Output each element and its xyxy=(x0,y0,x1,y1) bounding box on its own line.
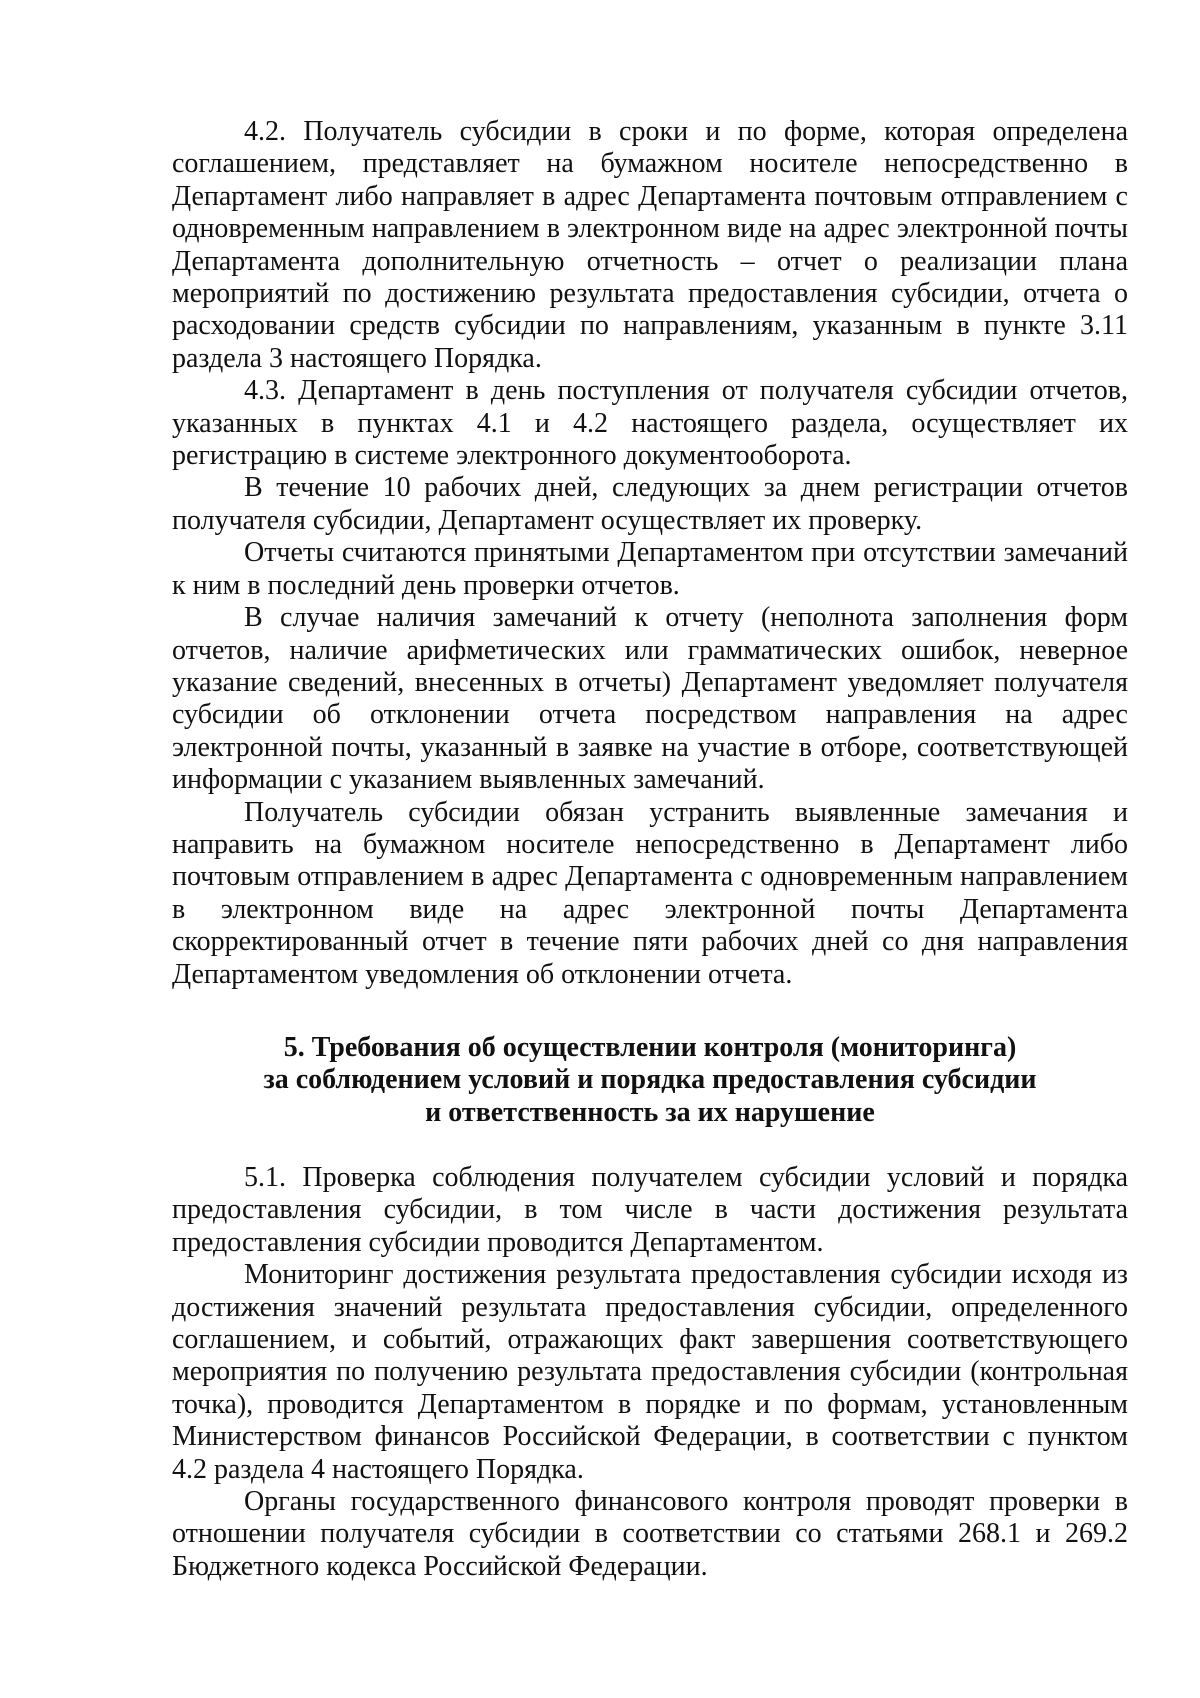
section-4-text xyxy=(172,116,1128,991)
paragraph-4-2: 4.2. Получатель субсидии в сроки и по форме, которая определена соглашением, представляет на бумажном носителе непосредственно в Департамент либо направляет в адрес Департамента почтовым отправлением с одновременным направлением в электронном виде на адрес электронной почты Департамента дополнительную отчетность – отчет о реализации плана мероприятий по достижению результата предоставления субсидии, отчета о расходовании средств субсидии по направлениям, указанным в пункте 3.11 раздела 3 настоящего Порядка. xyxy=(172,116,1128,374)
section-5-heading xyxy=(172,1032,1128,1129)
heading-line-1: 5. Требования об осуществлении контроля (мониторинга) xyxy=(283,1032,1017,1063)
paragraph-control-bodies: Органы государственного финансового контроля проводят проверки в отношении получателя субсидии в соответствии со статьями 268.1 и 269.2 Бюджетного кодекса Российской Федерации. xyxy=(172,1486,1128,1582)
paragraph-monitoring: Мониторинг достижения результата предоставления субсидии исходя из достижения значений результата предоставления субсидии, определенного соглашением, и событий, отражающих факт завершения соответствующего мероприятия по получению результата предоставления субсидии (контрольная точка), проводится Департаментом в порядке и по формам, установленным Министерством финансов Российской Федерации, в соответствии с пунктом 4.2 раздела 4 настоящего Порядка. xyxy=(172,1259,1128,1485)
heading-line-2: за соблюдением условий и порядка предоставления субсидии xyxy=(263,1064,1037,1096)
paragraph-4-3: 4.3. Департамент в день поступления от получателя субсидии отчетов, указанных в пунктах 4.1 и 4.2 настоящего раздела, осуществляет их регистрацию в системе электронного документооборота. xyxy=(172,375,1128,472)
section-5-text xyxy=(172,1162,1128,1583)
paragraph-remarks: В случае наличия замечаний к отчету (неполнота заполнения форм отчетов, наличие арифметических или грамматических ошибок, неверное указание сведений, внесенных в отчеты) Департамент уведомляет получателя субсидии об отклонении отчета посредством направления на адрес электронной почты, указанный в заявке на участие в отборе, соответствующей информации с указанием выявленных замечаний. xyxy=(172,602,1128,796)
paragraph-review-period: В течение 10 рабочих дней, следующих за днем регистрации отчетов получателя субсидии, Департамент осуществляет их проверку. xyxy=(172,472,1128,536)
heading-line-3: и ответственность за их нарушение xyxy=(425,1096,875,1128)
paragraph-5-1: 5.1. Проверка соблюдения получателем субсидии условий и порядка предоставления субсидии, в том числе в части достижения результата предоставления субсидии проводится Департаментом. xyxy=(172,1162,1128,1258)
paragraph-reports-accepted: Отчеты считаются принятыми Департаментом при отсутствии замечаний к ним в последний день проверки отчетов. xyxy=(172,537,1128,601)
paragraph-corrections: Получатель субсидии обязан устранить выявленные замечания и направить на бумажном носителе непосредственно в Департамент либо почтовым отправлением в адрес Департамента с одновременным направлением в электронном виде на адрес электронной почты Департамента скорректированный отчет в течение пяти рабочих дней со дня направления Департаментом уведомления об отклонении отчета. xyxy=(172,796,1128,990)
